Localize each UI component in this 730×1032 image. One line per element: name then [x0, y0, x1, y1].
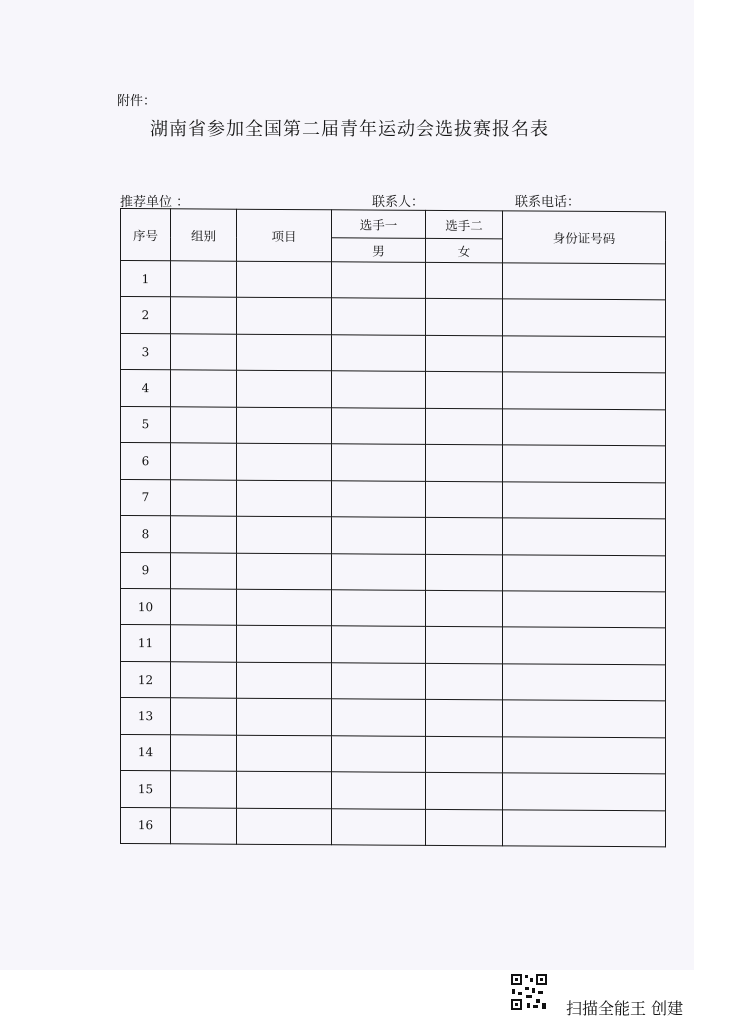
- event-cell[interactable]: [237, 735, 332, 772]
- event-cell[interactable]: [237, 771, 332, 808]
- group-cell[interactable]: [171, 771, 237, 808]
- player-two-cell[interactable]: [426, 445, 503, 482]
- player-two-cell[interactable]: [426, 809, 503, 846]
- group-cell[interactable]: [171, 479, 237, 516]
- player-two-cell[interactable]: [426, 372, 503, 409]
- id-number-cell[interactable]: [503, 627, 666, 664]
- header-player-two-female: 女: [426, 238, 503, 262]
- group-cell[interactable]: [171, 407, 237, 444]
- contact-person-label: 联系人：: [372, 195, 425, 210]
- event-cell[interactable]: [237, 626, 332, 663]
- table-body: [121, 261, 666, 847]
- row-index: 6: [121, 443, 171, 480]
- player-two-cell[interactable]: [426, 335, 503, 372]
- player-two-cell[interactable]: [426, 736, 503, 773]
- player-one-cell[interactable]: [332, 517, 426, 554]
- group-cell[interactable]: [171, 261, 237, 298]
- id-number-cell[interactable]: [503, 773, 666, 810]
- qr-code-icon: [510, 973, 548, 1011]
- id-number-cell[interactable]: [503, 518, 666, 555]
- table-row: [121, 370, 666, 410]
- row-index: 16: [121, 807, 171, 844]
- group-cell[interactable]: [171, 698, 237, 735]
- group-cell[interactable]: [171, 443, 237, 480]
- player-one-cell[interactable]: [332, 590, 426, 627]
- row-index: 1: [121, 261, 171, 298]
- group-cell[interactable]: [171, 589, 237, 626]
- player-two-cell[interactable]: [426, 700, 503, 737]
- table-row: [121, 406, 666, 446]
- player-one-cell[interactable]: [332, 772, 426, 809]
- group-cell[interactable]: [171, 334, 237, 371]
- row-index: 8: [121, 516, 171, 553]
- event-cell[interactable]: [237, 662, 332, 699]
- table-row: [121, 807, 666, 847]
- header-event: 项目: [237, 209, 332, 262]
- table-row: [121, 333, 666, 373]
- id-number-cell[interactable]: [503, 591, 666, 628]
- event-cell[interactable]: [237, 334, 332, 371]
- contact-phone-label: 联系电话：: [515, 195, 581, 210]
- row-index: 7: [121, 479, 171, 516]
- table-row: [121, 552, 666, 592]
- row-index: 14: [121, 734, 171, 771]
- event-cell[interactable]: [237, 371, 332, 408]
- event-cell[interactable]: [237, 589, 332, 626]
- player-one-cell[interactable]: [332, 663, 426, 700]
- row-index: 4: [121, 370, 171, 407]
- row-index: 3: [121, 333, 171, 370]
- scanner-watermark-text: 扫描全能王 创建: [566, 999, 684, 1018]
- player-two-cell[interactable]: [426, 554, 503, 591]
- table-row: [121, 661, 666, 701]
- table-row: [121, 479, 666, 519]
- event-cell[interactable]: [237, 698, 332, 735]
- attachment-label: 附件：: [117, 94, 157, 109]
- registration-table: [120, 208, 666, 847]
- player-two-cell[interactable]: [426, 772, 503, 809]
- event-cell[interactable]: [237, 553, 332, 590]
- player-two-cell[interactable]: [426, 481, 503, 518]
- header-player-two: 选手二: [426, 210, 503, 238]
- header-group: 组别: [171, 209, 237, 261]
- header-id-number: 身份证号码: [503, 211, 666, 264]
- id-number-cell[interactable]: [503, 299, 666, 336]
- event-cell[interactable]: [237, 407, 332, 444]
- row-index: 2: [121, 297, 171, 334]
- id-number-cell[interactable]: [503, 809, 666, 846]
- group-cell[interactable]: [171, 552, 237, 589]
- table-row: [121, 771, 666, 811]
- player-one-cell[interactable]: [332, 408, 426, 445]
- id-number-cell[interactable]: [503, 554, 666, 591]
- row-index: 5: [121, 406, 171, 443]
- event-cell[interactable]: [237, 808, 332, 845]
- table-row: [121, 297, 666, 337]
- header-index: 序号: [121, 209, 171, 261]
- group-cell[interactable]: [171, 662, 237, 699]
- row-index: 13: [121, 698, 171, 735]
- player-one-cell[interactable]: [332, 444, 426, 481]
- registration-table-wrapper: [120, 208, 665, 847]
- group-cell[interactable]: [171, 370, 237, 407]
- player-one-cell[interactable]: [332, 371, 426, 408]
- row-index: 12: [121, 661, 171, 698]
- player-two-cell[interactable]: [426, 299, 503, 336]
- group-cell[interactable]: [171, 516, 237, 553]
- event-cell[interactable]: [237, 298, 332, 335]
- id-number-cell[interactable]: [503, 737, 666, 774]
- table-row: [121, 443, 666, 483]
- player-one-cell[interactable]: [332, 553, 426, 590]
- row-index: 11: [121, 625, 171, 662]
- recommending-unit-label: 推荐单位 ：: [120, 195, 190, 210]
- player-two-cell[interactable]: [426, 408, 503, 445]
- row-index: 9: [121, 552, 171, 589]
- event-cell[interactable]: [237, 516, 332, 553]
- table-row: [121, 625, 666, 665]
- table-row: [121, 588, 666, 628]
- player-one-cell[interactable]: [332, 298, 426, 335]
- event-cell[interactable]: [237, 443, 332, 480]
- player-one-cell[interactable]: [332, 626, 426, 663]
- group-cell[interactable]: [171, 734, 237, 771]
- player-two-cell[interactable]: [426, 627, 503, 664]
- table-row: [121, 734, 666, 774]
- player-two-cell[interactable]: [426, 262, 503, 299]
- group-cell[interactable]: [171, 807, 237, 844]
- form-title: 湖南省参加全国第二届青年运动会选拔赛报名表: [150, 119, 549, 140]
- row-index: 15: [121, 771, 171, 808]
- player-one-cell[interactable]: [332, 808, 426, 845]
- id-number-cell[interactable]: [503, 481, 666, 518]
- id-number-cell[interactable]: [503, 409, 666, 446]
- id-number-cell[interactable]: [503, 263, 666, 300]
- header-player-one: 选手一: [332, 210, 426, 239]
- player-one-cell[interactable]: [332, 480, 426, 517]
- id-number-cell[interactable]: [503, 700, 666, 737]
- table-row: [121, 516, 666, 556]
- player-two-cell[interactable]: [426, 663, 503, 700]
- id-number-cell[interactable]: [503, 664, 666, 701]
- player-one-cell[interactable]: [332, 262, 426, 299]
- event-cell[interactable]: [237, 261, 332, 298]
- id-number-cell[interactable]: [503, 372, 666, 409]
- player-one-cell[interactable]: [332, 699, 426, 736]
- group-cell[interactable]: [171, 297, 237, 334]
- page-margin: [694, 0, 730, 1032]
- id-number-cell[interactable]: [503, 445, 666, 482]
- table-row: [121, 261, 666, 301]
- player-one-cell[interactable]: [332, 335, 426, 372]
- player-two-cell[interactable]: [426, 590, 503, 627]
- row-index: 10: [121, 588, 171, 625]
- group-cell[interactable]: [171, 625, 237, 662]
- header-player-one-male: 男: [332, 238, 426, 263]
- player-one-cell[interactable]: [332, 735, 426, 772]
- event-cell[interactable]: [237, 480, 332, 517]
- id-number-cell[interactable]: [503, 336, 666, 373]
- table-row: [121, 698, 666, 738]
- player-two-cell[interactable]: [426, 517, 503, 554]
